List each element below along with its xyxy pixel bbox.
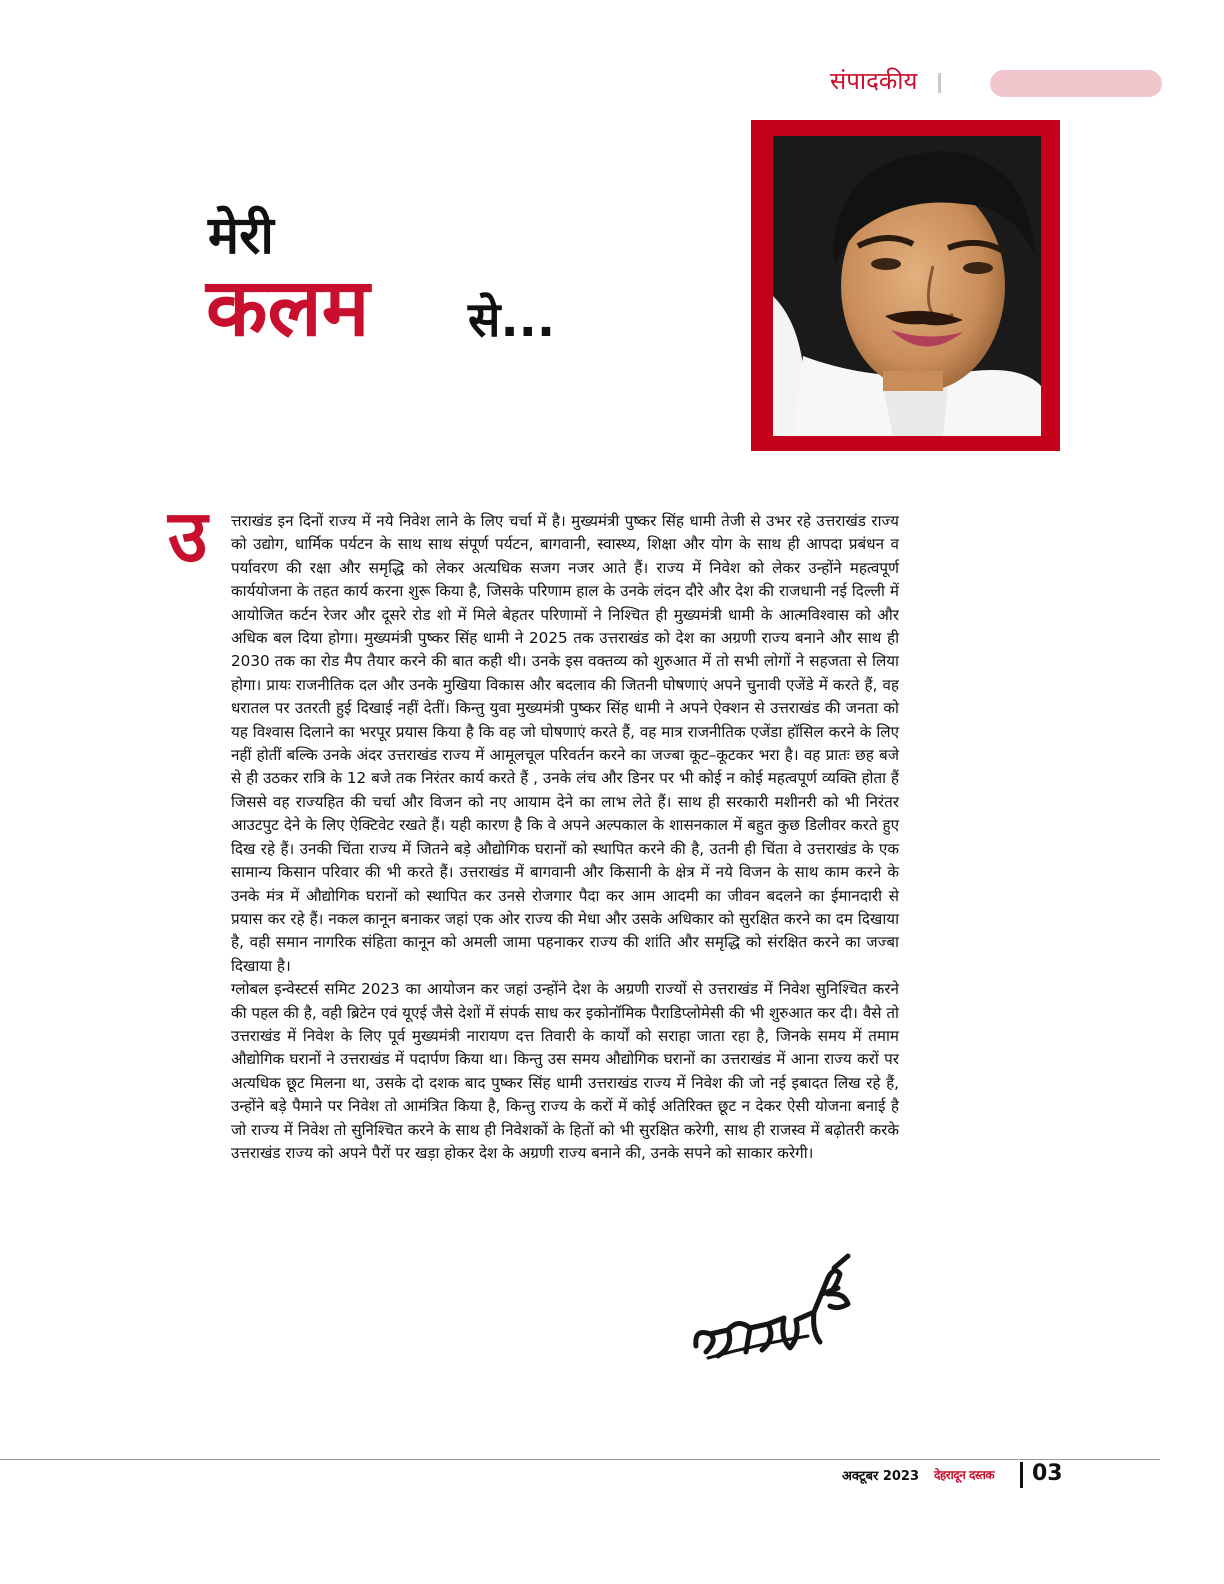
article-body (231, 510, 899, 1165)
title-tail: से... (468, 292, 556, 348)
handwritten-signature (688, 1248, 858, 1368)
footer-separator (1020, 1462, 1023, 1488)
footer-rule (0, 1459, 1160, 1460)
article-paragraph: ग्लोबल इन्वेस्टर्स समिट 2023 का आयोजन कर जहां उन्होंने देश के अग्रणी राज्यों से उत्तराखंड में निवेश सुनिश्चित करने की पहल की है, वही ब्रिटेन एवं यूएई जैसे देशों में संपर्क साध कर इकोनॉमिक पैराडिप्लोमेसी की भी शुरुआत कर दी। वैसे तो उत्तराखंड में निवेश के लिए पूर्व मुख्यमंत्री नारायण दत्त तिवारी के कार्यों को सराहा जाता रहा है, जिनके समय में तमाम औद्योगिक घरानों ने उत्तराखंड में पदार्पण किया था। किन्तु उस समय औद्योगिक घरानों का उत्तराखंड में आना राज्य करों पर अत्यधिक छूट मिलना था, उसके दो दशक बाद पुष्कर सिंह धामी उत्तराखंड राज्य में निवेश की जो नई इबादत लिख रहे हैं, उन्होंने बड़े पैमाने पर निवेश तो आमंत्रित किया है, किन्तु राज्य के करों में कोई अतिरिक्त छूट न देकर ऐसी योजना बनाई है जो राज्य में निवेश तो सुनिश्चित करने के साथ ही निवेशकों के हितों को भी सुरक्षित करेगी, साथ ही राजस्व में बढ़ोतरी करके उत्तराखंड राज्य को अपने पैरों पर खड़ा होकर देश के अग्रणी राज्य बनाने की, उनके सपने को साकार करेगी। (231, 980, 899, 1162)
section-pill-decoration (990, 70, 1162, 97)
page-number: 03 (1032, 1461, 1063, 1486)
drop-cap: उ (168, 494, 208, 578)
footer-date: अक्टूबर 2023 (842, 1469, 920, 1484)
author-photo-frame (751, 120, 1060, 451)
title-main-word: कलम (206, 261, 370, 354)
section-separator (938, 73, 941, 93)
article-paragraph: त्तराखंड इन दिनों राज्य में नये निवेश लाने के लिए चर्चा में है। मुख्यमंत्री पुष्कर सिंह धामी तेजी से उभर रहे उत्तराखंड राज्य को उद्योग, धार्मिक पर्यटन के साथ साथ संपूर्ण पर्यटन, बागवानी, स्वास्थ्य, शिक्षा और योग के साथ ही आपदा प्रबंधन व पर्यावरण की रक्षा और समृद्धि को लेकर अत्यधिक सजग नजर आते हैं। राज्य में निवेश को लेकर उन्होंने महत्वपूर्ण कार्ययोजना के तहत कार्य करना शुरू किया है, जिसके परिणाम हाल के उनके लंदन दौरे और देश की राजधानी नई दिल्ली में आयोजित कर्टन रेजर और दूसरे रोड शो में मिले बेहतर परिणामों ने निश्चित ही मुख्यमंत्री धामी के आत्मविश्वास को और अधिक बल दिया होगा। मुख्यमंत्री पुष्कर सिंह धामी ने 2025 तक उत्तराखंड को देश का अग्रणी राज्य बनाने और साथ ही 2030 तक का रोड मैप तैयार करने की बात कही थी। उनके इस वक्तव्य को शुरुआत में तो सभी लोगों ने सहजता से लिया होगा। प्रायः राजनीतिक दल और उनके मुखिया विकास और बदलाव की जितनी घोषणाएं अपने चुनावी एजेंडे में करते हैं, वह धरातल पर उतरती हुई दिखाई नहीं देतीं। किन्तु युवा मुख्यमंत्री पुष्कर सिंह धामी ने अपने ऐक्शन से उत्तराखंड की जनता को यह विश्वास दिलाने का भरपूर प्रयास किया है कि वह जो घोषणाएं करते हैं, वह मात्र राजनीतिक एजेंडा हॉसिल करने के लिए नहीं होतीं बल्कि उनके अंदर उत्तराखंड राज्य में आमूलचूल परिवर्तन करने का जज्बा कूट–कूटकर भरा है। वह प्रातः छह बजे से ही उठकर रात्रि के 12 बजे तक निरंतर कार्य करते हैं , उनके लंच और डिनर पर भी कोई न कोई महत्वपूर्ण व्यक्ति होता हैं जिससे वह राज्यहित की चर्चा और विजन को नए आयाम देने का लाभ लेते हैं। साथ ही सरकारी मशीनरी को भी निरंतर आउटपुट देने के लिए ऐक्टिवेट रखते हैं। यही कारण है कि वे अपने अल्पकाल के शासनकाल में बहुत कुछ डिलीवर करते हुए दिख रहे हैं। उनकी चिंता राज्य में जितने बड़े औद्योगिक घरानों को स्थापित करने की है, उतनी ही चिंता वे उत्तराखंड के एक सामान्य किसान परिवार की भी करते हैं। उत्तराखंड में बागवानी और किसानी के क्षेत्र में नये विजन के साथ काम करने के उनके मंत्र में औद्योगिक घरानों को स्थापित कर उनसे रोजगार पैदा कर आम आदमी का जीवन बदलने का ईमानदारी से प्रयास कर रहे हैं। नकल कानून बनाकर जहां एक ओर राज्य की मेधा और उसके अधिकार को सुरक्षित करने का दम दिखाया है, वही समान नागरिक संहिता कानून को अमली जामा पहनाकर राज्य की शांति और समृद्धि को संरक्षित करने का जज्बा दिखाया है। (231, 512, 899, 975)
magazine-logo: देहरादून दस्तक (934, 1468, 995, 1482)
signature-image (688, 1248, 858, 1368)
title-line-1: मेरी (208, 206, 274, 266)
section-label: संपादकीय (830, 67, 918, 95)
portrait-illustration (773, 136, 1041, 436)
author-photo (773, 136, 1041, 436)
